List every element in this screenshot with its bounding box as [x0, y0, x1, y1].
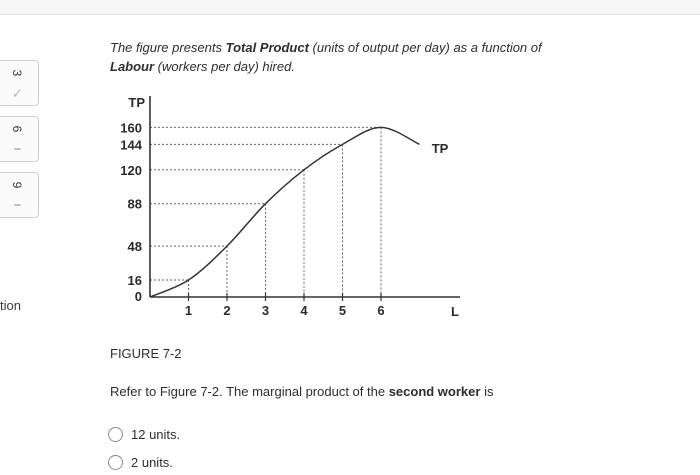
question-navigator	[0, 60, 40, 250]
question-prompt	[110, 384, 493, 399]
tp-curve	[150, 127, 420, 297]
intro-text: The figure presents	[110, 40, 226, 55]
nav-question-1[interactable]	[0, 60, 39, 106]
y-tick-label: 48	[127, 239, 142, 255]
unanswered-mark: --	[14, 197, 20, 211]
question-intro	[110, 38, 560, 76]
guide-lines	[150, 127, 381, 297]
x-tick-label: 1	[184, 303, 193, 318]
nav-question-number: 9	[10, 181, 24, 189]
prompt-bold: second worker	[388, 384, 481, 399]
radio-button[interactable]	[108, 455, 123, 470]
nav-question-number: 6	[10, 125, 24, 133]
total-product-chart	[100, 90, 480, 320]
x-tick-label: 6	[377, 303, 385, 318]
intro-text: (units of output per day) as a function of	[308, 40, 542, 55]
intro-text: (workers per day) hired.	[154, 59, 295, 74]
unanswered-mark: --	[14, 141, 20, 155]
axes	[150, 96, 460, 297]
y-tick-label: 160	[120, 120, 142, 136]
prompt-text: is	[480, 384, 494, 399]
intro-bold-labour: Labour	[110, 59, 155, 74]
intro-bold-total-product: Total Product	[225, 40, 309, 55]
option-label: 12 units.	[131, 426, 181, 442]
y-axis-label: TP	[128, 95, 145, 110]
option-label: 2 units.	[131, 454, 173, 470]
nav-question-3[interactable]	[0, 172, 39, 218]
nav-question-number: 3	[10, 69, 24, 77]
answer-option-2[interactable]	[108, 453, 173, 471]
y-tick-label: 88	[127, 196, 142, 212]
x-tick-label: 3	[261, 303, 270, 318]
x-tick-label: 5	[338, 303, 347, 318]
side-label: tion	[0, 298, 21, 313]
nav-question-2[interactable]	[0, 116, 39, 162]
x-tick-label: 2	[223, 303, 231, 318]
radio-button[interactable]	[108, 427, 123, 442]
answer-option-1[interactable]	[108, 425, 180, 443]
x-axis-label: L	[451, 304, 459, 319]
y-tick-label: 16	[127, 273, 142, 289]
x-tick-label: 0	[134, 289, 142, 304]
check-icon: ✓	[11, 85, 23, 101]
y-tick-label: 144	[120, 137, 142, 153]
figure-caption: FIGURE 7-2	[110, 346, 182, 361]
y-tick-label: 120	[120, 162, 142, 178]
prompt-text: Refer to Figure 7-2. The marginal product of the	[110, 384, 389, 399]
top-toolbar	[0, 0, 700, 15]
series-label-tp: TP	[431, 141, 449, 156]
x-tick-label: 4	[300, 303, 308, 318]
